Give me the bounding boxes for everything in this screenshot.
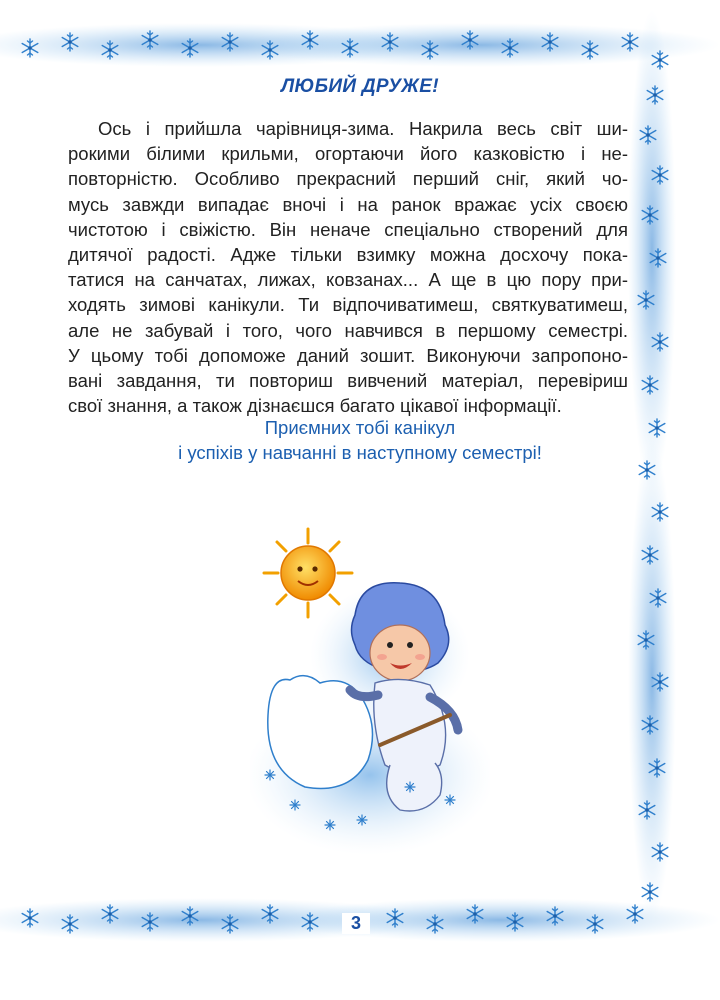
page-heading: ЛЮБИЙ ДРУЖЕ! xyxy=(281,76,439,97)
letter-line: але не забувай і того, чого навчився в першому семестрі. xyxy=(68,319,628,341)
letter-line: Ось і прийшла чарівниця-зима. Накрила весь світ ши- xyxy=(98,118,628,139)
letter-line: рокими білими крильми, огортаючи його казковістю і не- xyxy=(68,143,628,165)
page-number: 3 xyxy=(342,913,370,934)
wish-line: Приємних тобі канікул xyxy=(264,417,456,438)
frost-top-band xyxy=(0,23,720,67)
letter-line: повторністю. Особливо прекрасний перший сніг, який чо- xyxy=(68,168,628,190)
letter-line: У цьому тобі допоможе даний зошит. Виконуючи запропоно- xyxy=(68,344,628,366)
letter-line: мусь завжди випадає вночі і на ранок вражає усіх своєю xyxy=(68,193,628,215)
holiday-wish xyxy=(0,415,720,465)
letter-line: ходять зимові канікули. Ти відпочиватимеш, святкуватимеш, xyxy=(68,294,628,316)
letter-line: вані завдання, ти повториш вивчений матеріал, перевіриш xyxy=(68,370,628,392)
letter-line: татися на санчатах, лижах, ковзанах... А ще в цю пору при- xyxy=(68,269,628,291)
letter-text xyxy=(68,116,628,418)
winter-illustration xyxy=(250,525,490,855)
letter-line: свої знання, а також дізнаєшся багато цікавої інформації. xyxy=(68,395,562,417)
letter-line: дитячої радості. Адже тільки взимку можна досхочу пока- xyxy=(68,244,628,266)
frost-right-band xyxy=(628,10,676,920)
wish-line: і успіхів у навчанні в наступному семестрі! xyxy=(178,442,542,463)
sun-icon xyxy=(264,529,352,617)
letter-line: чистотою і свіжістю. Він неначе спеціально створений для xyxy=(68,218,628,240)
